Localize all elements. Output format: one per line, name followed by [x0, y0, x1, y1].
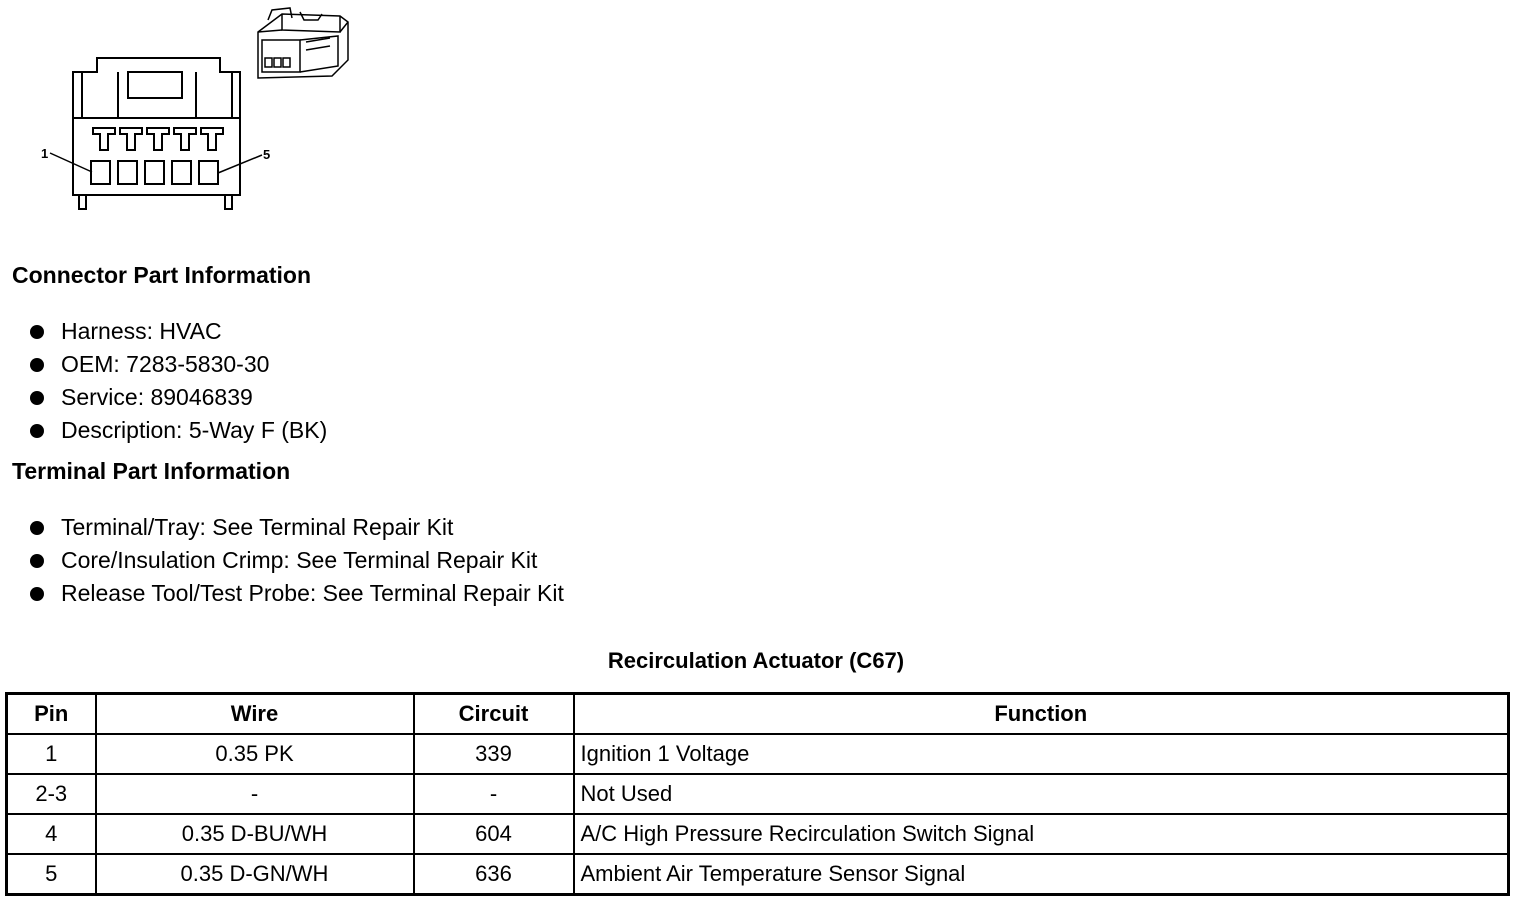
cell-pin: 1	[7, 734, 96, 774]
cell-pin: 4	[7, 814, 96, 854]
cell-function: Ignition 1 Voltage	[574, 734, 1509, 774]
cell-circuit: -	[414, 774, 574, 814]
pinout-table	[5, 692, 1510, 896]
column-header-pin: Pin	[7, 694, 96, 735]
cell-wire: 0.35 D-GN/WH	[96, 854, 414, 895]
cell-function: Ambient Air Temperature Sensor Signal	[574, 854, 1509, 895]
cell-circuit: 636	[414, 854, 574, 895]
list-item-text: Release Tool/Test Probe: See Terminal Repair Kit	[61, 580, 564, 606]
bullet-icon	[30, 587, 44, 601]
list-item-text: Terminal/Tray: See Terminal Repair Kit	[61, 514, 454, 540]
connector-isometric-illustration	[258, 8, 348, 78]
bullet-icon	[30, 521, 44, 535]
list-item-text: Core/Insulation Crimp: See Terminal Repair Kit	[61, 547, 538, 573]
cell-wire: -	[96, 774, 414, 814]
connector-part-info-list	[28, 315, 327, 447]
bullet-icon	[30, 424, 44, 438]
bullet-icon	[30, 554, 44, 568]
cell-wire: 0.35 PK	[96, 734, 414, 774]
table-row	[7, 774, 1509, 814]
terminal-part-info-heading: Terminal Part Information	[12, 458, 291, 484]
cell-pin: 5	[7, 854, 96, 895]
table-row	[7, 734, 1509, 774]
list-item-text: Harness: HVAC	[61, 318, 222, 344]
list-item	[28, 381, 327, 414]
cell-function: A/C High Pressure Recirculation Switch Signal	[574, 814, 1509, 854]
list-item	[28, 414, 327, 447]
column-header-circuit: Circuit	[414, 694, 574, 735]
table-row	[7, 814, 1509, 854]
connector-part-info-heading: Connector Part Information	[12, 262, 312, 288]
list-item	[28, 511, 564, 544]
connector-diagram	[0, 0, 380, 220]
list-item	[28, 577, 564, 610]
cell-circuit: 339	[414, 734, 574, 774]
bullet-icon	[30, 325, 44, 339]
cell-pin: 2-3	[7, 774, 96, 814]
terminal-part-info-list	[28, 511, 564, 610]
list-item	[28, 348, 327, 381]
column-header-function: Function	[574, 694, 1509, 735]
list-item-text: Description: 5-Way F (BK)	[61, 417, 328, 443]
cell-circuit: 604	[414, 814, 574, 854]
table-row	[7, 854, 1509, 895]
pin-5-label: 5	[263, 147, 271, 162]
bullet-icon	[30, 391, 44, 405]
table-title: Recirculation Actuator (C67)	[607, 648, 905, 673]
list-item	[28, 315, 327, 348]
list-item-text: OEM: 7283-5830-30	[61, 351, 270, 377]
bullet-icon	[30, 358, 44, 372]
table-header-row	[7, 694, 1509, 735]
cell-wire: 0.35 D-BU/WH	[96, 814, 414, 854]
list-item	[28, 544, 564, 577]
list-item-text: Service: 89046839	[61, 384, 253, 410]
cell-function: Not Used	[574, 774, 1509, 814]
pin-1-label: 1	[41, 146, 49, 161]
column-header-wire: Wire	[96, 694, 414, 735]
